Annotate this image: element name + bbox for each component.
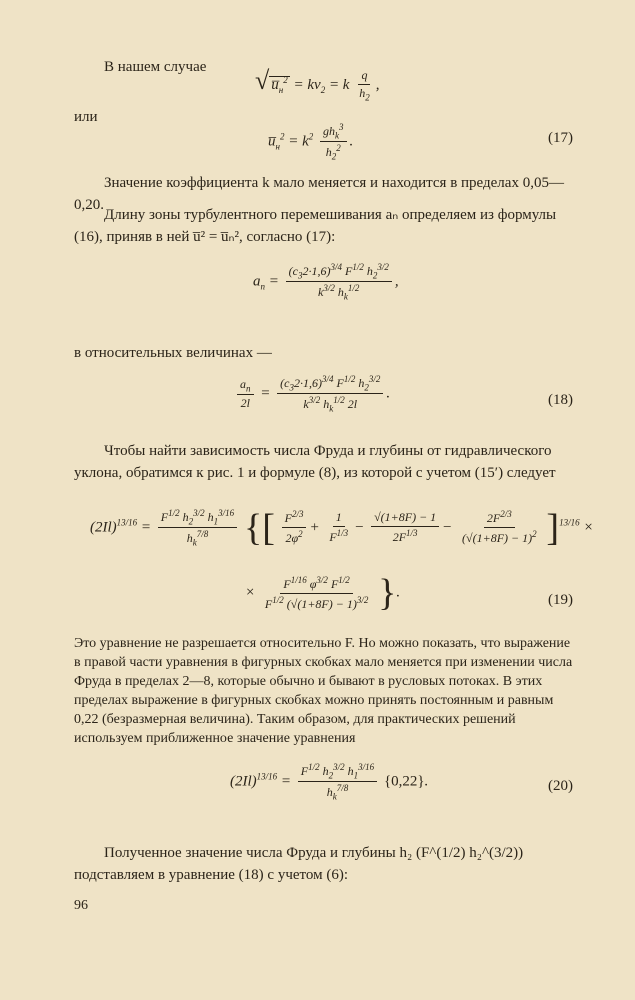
equation-a: $a_п$ = $\frac{(c_32\cdot 1,6)^{3/4} F^{1/2} h_2^{3/2}}{k^{3/2} h_k^{1/2}}$ , xyxy=(253,262,399,302)
equation-17-number: (17) xyxy=(548,130,573,146)
or-text: или xyxy=(74,109,98,125)
paragraph-turbulent-zone: Длину зоны турбулентного перемешивания aₙ определяем из формулы (16), приняв в ней u̅² = u̅ₙ², согласно (17): xyxy=(74,207,557,245)
equation-20: $(2Il)^{13/16}$ = $\frac{F^{1/2} h_2^{3/2} h_1^{3/16}}{h_k^{7/8}}$ {0,22}. xyxy=(230,762,429,802)
equation-19-line-1: $(2Il)^{13/16}$ = $\frac{F^{1/2} h_2^{3/2} h_1^{3/16}}{h_k^{7/8}}$ {[ $\frac{F^{2/3}}{2\varphi^2}$ + $\frac{1}{F^{1/3}}$ − $\frac{√(1+8F) - 1}{2F^{1/3}}$ − $\frac{2F^{2/3}}{(√(1+8F) - 1)^2}$ ]$^{13/16}$ × xyxy=(90,506,594,549)
equation-18: $\frac{a_п}{2l}$ = $\frac{(c_32\cdot 1,6)^{3/4} F^{1/2} h_2^{3/2}}{k^{3/2} h_k^{1/2} 2l}$ . xyxy=(234,374,390,414)
equation-1: √ $u̅_н^2 = kv_2 = k$ $\frac{q}{h_2}$ , xyxy=(255,66,380,103)
equation-19-line-2: × $\frac{F^{1/16} \varphi^{3/2} F^{1/2}}{F^{1/2} (√(1+8F) - 1)^{3/2}}$ }. xyxy=(245,572,401,614)
equation-17: $u̅_н^2 = k^2$ $\frac{gh_k^3}{h_2^2}$ . xyxy=(268,122,354,162)
paragraph-relative: в относительных величинах — xyxy=(74,345,272,361)
paragraph-froude: Чтобы найти зависимость числа Фруда и глубины от гидравлического уклона, обратимся к рис. 1 и формуле (8), из которой с учетом (15′) следует xyxy=(74,443,556,481)
intro-text: В нашем случае xyxy=(104,59,207,75)
paragraph-coefficient: Значение коэффициента k мало меняется и находится в пределах 0,05—0,20. xyxy=(74,175,564,213)
equation-20-number: (20) xyxy=(548,778,573,794)
paragraph-unsolvable: Это уравнение не разрешается относительно F. Но можно показать, что выражение в правой части уравнения в фигурных скобках мало меняется при изменении числа Фруда в пределах 2—8, которые обычно и бывают в русловых потоках. В этих пределах выражение в фигурных скобках можно принять постоянным и равным 0,22 (безразмерная величина). Таким образом, для практических решений используем приближенное значение уравнения xyxy=(74,636,573,746)
paragraph-substitute: Полученное значение числа Фруда и глубины h₂ (F^(1/2) h₂^(3/2)) подставляем в уравнение (18) с учетом (6): xyxy=(74,845,524,883)
page-number: 96 xyxy=(74,898,88,913)
equation-18-number: (18) xyxy=(548,392,573,408)
equation-19-number: (19) xyxy=(548,592,573,608)
